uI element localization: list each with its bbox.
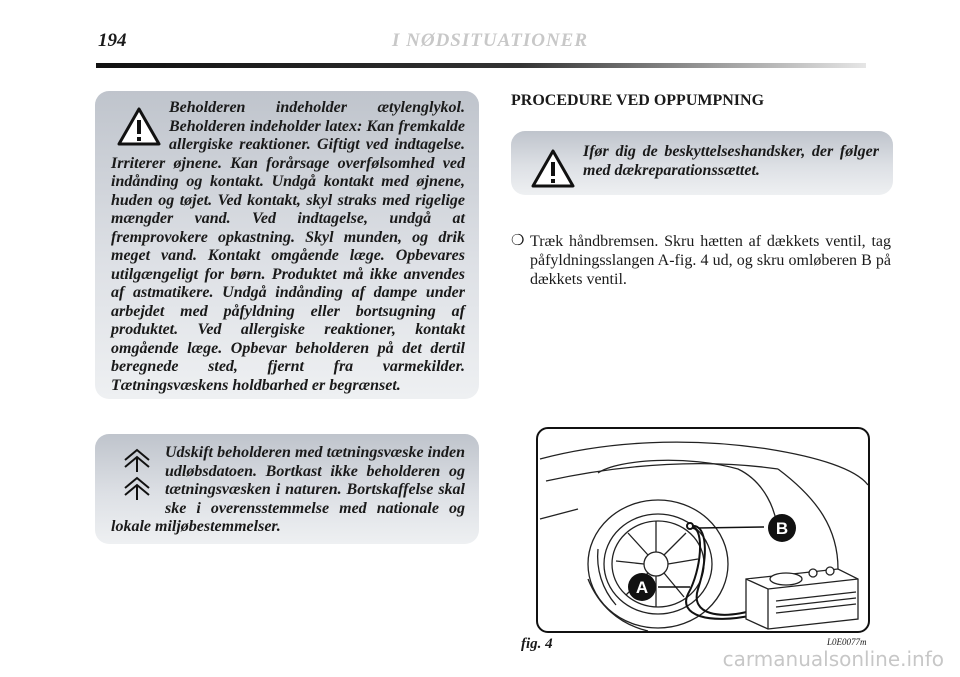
warning-triangle-icon bbox=[117, 107, 161, 151]
figure-label-a: A bbox=[635, 578, 649, 597]
page-number: 194 bbox=[98, 30, 127, 51]
procedure-heading: PROCEDURE VED OPPUMPNING bbox=[511, 92, 765, 109]
environment-note-text: Udskift beholderen med tætningsvæske inden udløbsdatoen. Bortkast ikke beholderen og tætningsvæsken i naturen. Bortskaffelse skal ske i overensstemmelse med nationale og lokale miljøbestemmelser. bbox=[111, 444, 465, 535]
header-rule bbox=[96, 63, 866, 68]
environment-arrows-icon bbox=[117, 446, 157, 502]
section-title: I NØDSITUATIONER bbox=[392, 30, 589, 51]
gloves-warning-note bbox=[511, 131, 893, 195]
allergy-warning-note bbox=[95, 91, 479, 399]
environment-note bbox=[95, 434, 479, 544]
tire-compressor-illustration bbox=[538, 429, 868, 631]
step-text: Træk håndbremsen. Skru hætten af dækkets ventil, tag påfyldningsslangen A-fig. 4 ud, og skru omløberen B på dækkets ventil. bbox=[530, 233, 891, 288]
figure-code: L0E0077m bbox=[827, 637, 867, 647]
figure-label-b: B bbox=[775, 519, 789, 538]
step-bullet: ❍ bbox=[511, 233, 525, 249]
procedure-step bbox=[511, 232, 891, 289]
warning-triangle-icon bbox=[531, 149, 575, 189]
watermark: carmanualsonline.info bbox=[722, 647, 944, 671]
figure-tire-inflation bbox=[536, 427, 870, 633]
gloves-warning-text: Ifør dig de beskyttelseshandsker, der følger med dækreparationssættet. bbox=[583, 143, 879, 179]
allergy-warning-text: Beholderen indeholder ætylenglykol. Beholderen indeholder latex: Kan fremkalde allergiske reaktioner. Giftigt ved indtagelse. Irriterer øjnene. Kan forårsage overfølsomhed ved indånding og kontakt. Undgå kontakt med øjnene, huden og tøjet. Ved kontakt, skyl straks med rigelige mængder vand. Ved indtagelse, undgå at fremprovokere opkastning. Skyl munden, og drik meget vand. Kontakt omgående læge. Opbevares utilgængeligt for børn. Produktet må ikke anvendes af astmatikere. Undgå indånding af dampe under arbejdet med påfyldning eller bortsugning af produktet. Ved allergiske reaktioner, kontakt omgående læge. Opbevar beholderen på det dertil beregnede sted, fjernt fra varmekilder. Tætningsvæskens holdbarhed er begrænset. bbox=[111, 99, 465, 394]
figure-caption: fig. 4 bbox=[521, 636, 553, 652]
